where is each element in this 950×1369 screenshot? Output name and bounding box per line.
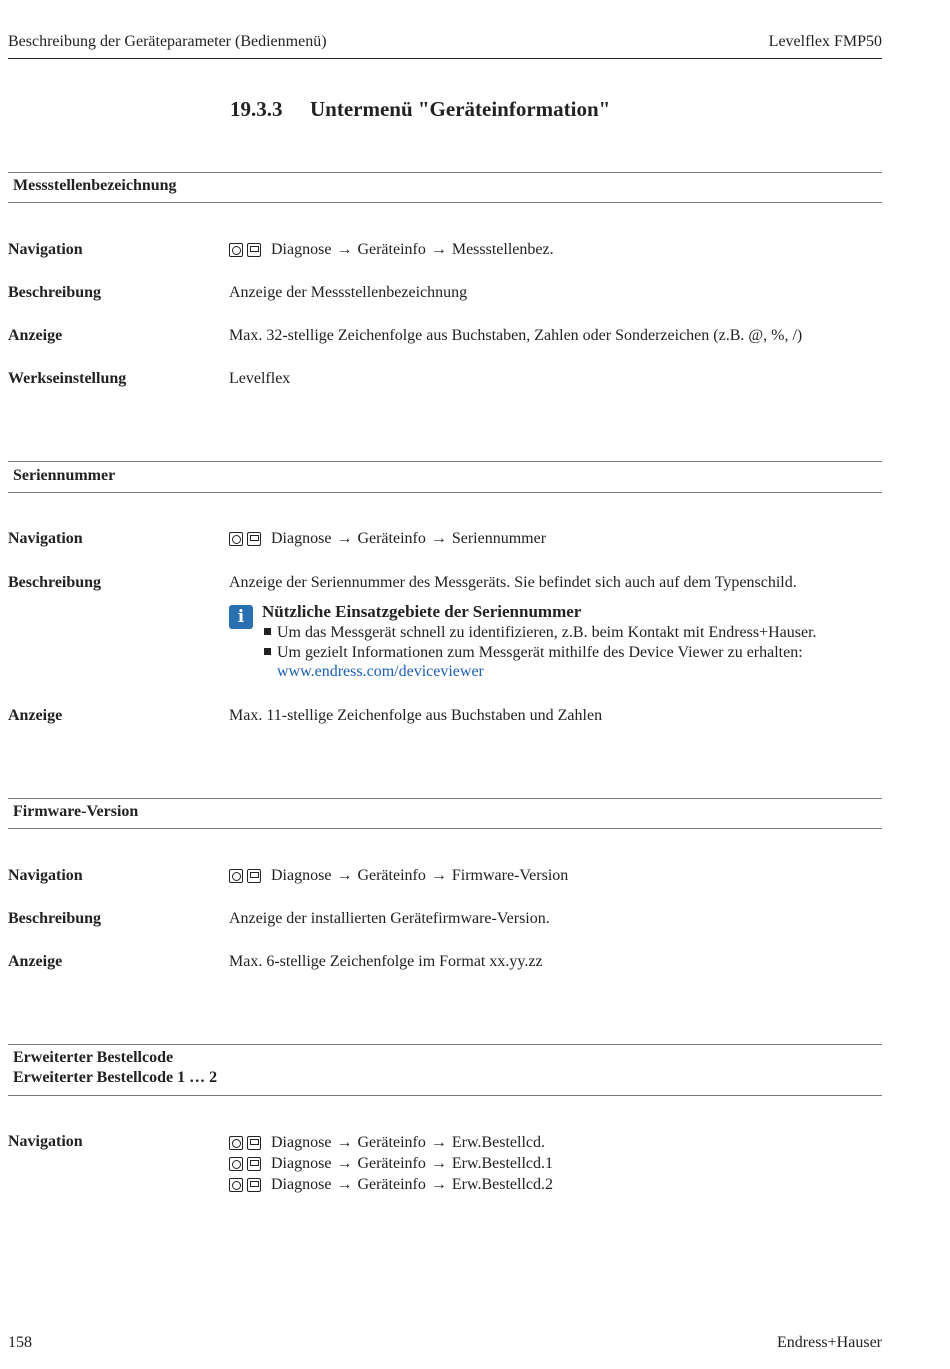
- footer-brand: Endress+Hauser: [777, 1334, 882, 1351]
- value-werkseinstellung: Levelflex: [229, 370, 291, 387]
- operate-icon: [229, 1136, 243, 1150]
- operate-icon: [229, 243, 243, 257]
- label-beschreibung: Beschreibung: [8, 910, 102, 927]
- info-icon: i: [229, 605, 253, 629]
- nav-geraeteinfo: Geräteinfo: [357, 530, 426, 547]
- nav-geraeteinfo: Geräteinfo: [357, 867, 426, 884]
- label-anzeige: Anzeige: [8, 707, 63, 724]
- label-anzeige: Anzeige: [8, 953, 63, 970]
- label-navigation: Navigation: [8, 1133, 83, 1150]
- arrow-icon: →: [430, 530, 447, 547]
- section-title-messstelle: Messstellenbezeichnung: [13, 177, 177, 194]
- nav-end: Erw.Bestellcd.: [451, 1134, 545, 1151]
- nav-line: [229, 1175, 553, 1195]
- arrow-icon: →: [336, 1155, 353, 1172]
- nav-end: Seriennummer: [451, 530, 547, 547]
- arrow-icon: →: [336, 1176, 353, 1193]
- bullet-icon: [264, 648, 271, 655]
- nav-path-seriennummer: [229, 529, 546, 549]
- nav-end: Erw.Bestellcd.1: [451, 1155, 553, 1172]
- value-anzeige: Max. 11-stellige Zeichenfolge aus Buchstaben und Zahlen: [229, 707, 603, 724]
- display-icon: [247, 869, 261, 883]
- header-product: Levelflex FMP50: [768, 33, 882, 50]
- bullet-text: Um gezielt Informationen zum Messgerät mithilfe des Device Viewer zu erhalten:: [277, 644, 803, 661]
- nav-line: [229, 1154, 553, 1174]
- info-title: Nützliche Einsatzgebiete der Seriennummer: [262, 602, 582, 621]
- nav-geraeteinfo: Geräteinfo: [357, 1176, 426, 1193]
- section-rule-bottom: [8, 828, 882, 829]
- section-title-bestellcode-2: Erweiterter Bestellcode 1 … 2: [13, 1069, 218, 1086]
- arrow-icon: →: [430, 241, 447, 258]
- arrow-icon: →: [430, 867, 447, 884]
- header-rule: [8, 58, 882, 59]
- nav-path-messstelle: [229, 240, 554, 260]
- section-rule-top: [8, 798, 882, 799]
- section-rule-top: [8, 172, 882, 173]
- nav-end: Messstellenbez.: [451, 241, 554, 258]
- bullet-text: Um das Messgerät schnell zu identifizieren, z.B. beim Kontakt mit Endress+Hauser.: [277, 624, 817, 641]
- nav-line: [229, 1133, 553, 1153]
- nav-diagnose: Diagnose: [271, 1176, 332, 1193]
- page-number: 158: [8, 1334, 32, 1351]
- value-anzeige: Max. 6-stellige Zeichenfolge im Format xx.yy.zz: [229, 953, 543, 970]
- value-beschreibung: Anzeige der installierten Gerätefirmware-Version.: [229, 910, 550, 927]
- arrow-icon: →: [336, 1134, 353, 1151]
- section-title-firmware: Firmware-Version: [13, 803, 139, 820]
- nav-geraeteinfo: Geräteinfo: [357, 1134, 426, 1151]
- display-icon: [247, 1178, 261, 1192]
- value-beschreibung: Anzeige der Messstellenbezeichnung: [229, 284, 468, 301]
- info-bullet: [264, 643, 803, 663]
- nav-diagnose: Diagnose: [271, 867, 332, 884]
- display-icon: [247, 1157, 261, 1171]
- nav-diagnose: Diagnose: [271, 1155, 332, 1172]
- section-rule-bottom: [8, 492, 882, 493]
- label-beschreibung: Beschreibung: [8, 284, 102, 301]
- nav-end: Erw.Bestellcd.2: [451, 1176, 553, 1193]
- nav-path-firmware: [229, 866, 568, 886]
- chapter-heading: [230, 97, 610, 122]
- label-beschreibung: Beschreibung: [8, 574, 102, 591]
- section-title-seriennummer: Seriennummer: [13, 467, 116, 484]
- section-rule-bottom: [8, 202, 882, 203]
- chapter-title: Untermenü "Geräteinformation": [310, 97, 611, 121]
- label-anzeige: Anzeige: [8, 327, 63, 344]
- nav-geraeteinfo: Geräteinfo: [357, 1155, 426, 1172]
- operate-icon: [229, 869, 243, 883]
- nav-diagnose: Diagnose: [271, 1134, 332, 1151]
- display-icon: [247, 532, 261, 546]
- value-anzeige: Max. 32-stellige Zeichenfolge aus Buchstaben, Zahlen oder Sonderzeichen (z.B. @, %, /): [229, 327, 803, 344]
- operate-icon: [229, 532, 243, 546]
- nav-diagnose: Diagnose: [271, 241, 332, 258]
- operate-icon: [229, 1178, 243, 1192]
- section-rule-top: [8, 1044, 882, 1045]
- label-werkseinstellung: Werkseinstellung: [8, 370, 127, 387]
- bullet-icon: [264, 628, 271, 635]
- deviceviewer-link[interactable]: www.endress.com/deviceviewer: [277, 663, 484, 680]
- arrow-icon: →: [336, 530, 353, 547]
- label-navigation: Navigation: [8, 530, 83, 547]
- arrow-icon: →: [430, 1176, 447, 1193]
- nav-geraeteinfo: Geräteinfo: [357, 241, 426, 258]
- label-navigation: Navigation: [8, 867, 83, 884]
- section-rule-bottom: [8, 1095, 882, 1096]
- arrow-icon: →: [336, 867, 353, 884]
- operate-icon: [229, 1157, 243, 1171]
- value-beschreibung: Anzeige der Seriennummer des Messgeräts. Sie befindet sich auch auf dem Typenschild.: [229, 574, 797, 591]
- chapter-number: 19.3.3: [230, 97, 283, 121]
- arrow-icon: →: [430, 1134, 447, 1151]
- nav-path-bestellcode: [229, 1133, 553, 1195]
- header-title: Beschreibung der Geräteparameter (Bedienmenü): [8, 33, 327, 50]
- section-rule-top: [8, 461, 882, 462]
- nav-end: Firmware-Version: [451, 867, 569, 884]
- arrow-icon: →: [430, 1155, 447, 1172]
- label-navigation: Navigation: [8, 241, 83, 258]
- nav-diagnose: Diagnose: [271, 530, 332, 547]
- display-icon: [247, 243, 261, 257]
- display-icon: [247, 1136, 261, 1150]
- arrow-icon: →: [336, 241, 353, 258]
- section-title-bestellcode: Erweiterter Bestellcode: [13, 1049, 174, 1066]
- info-bullet: [264, 623, 817, 643]
